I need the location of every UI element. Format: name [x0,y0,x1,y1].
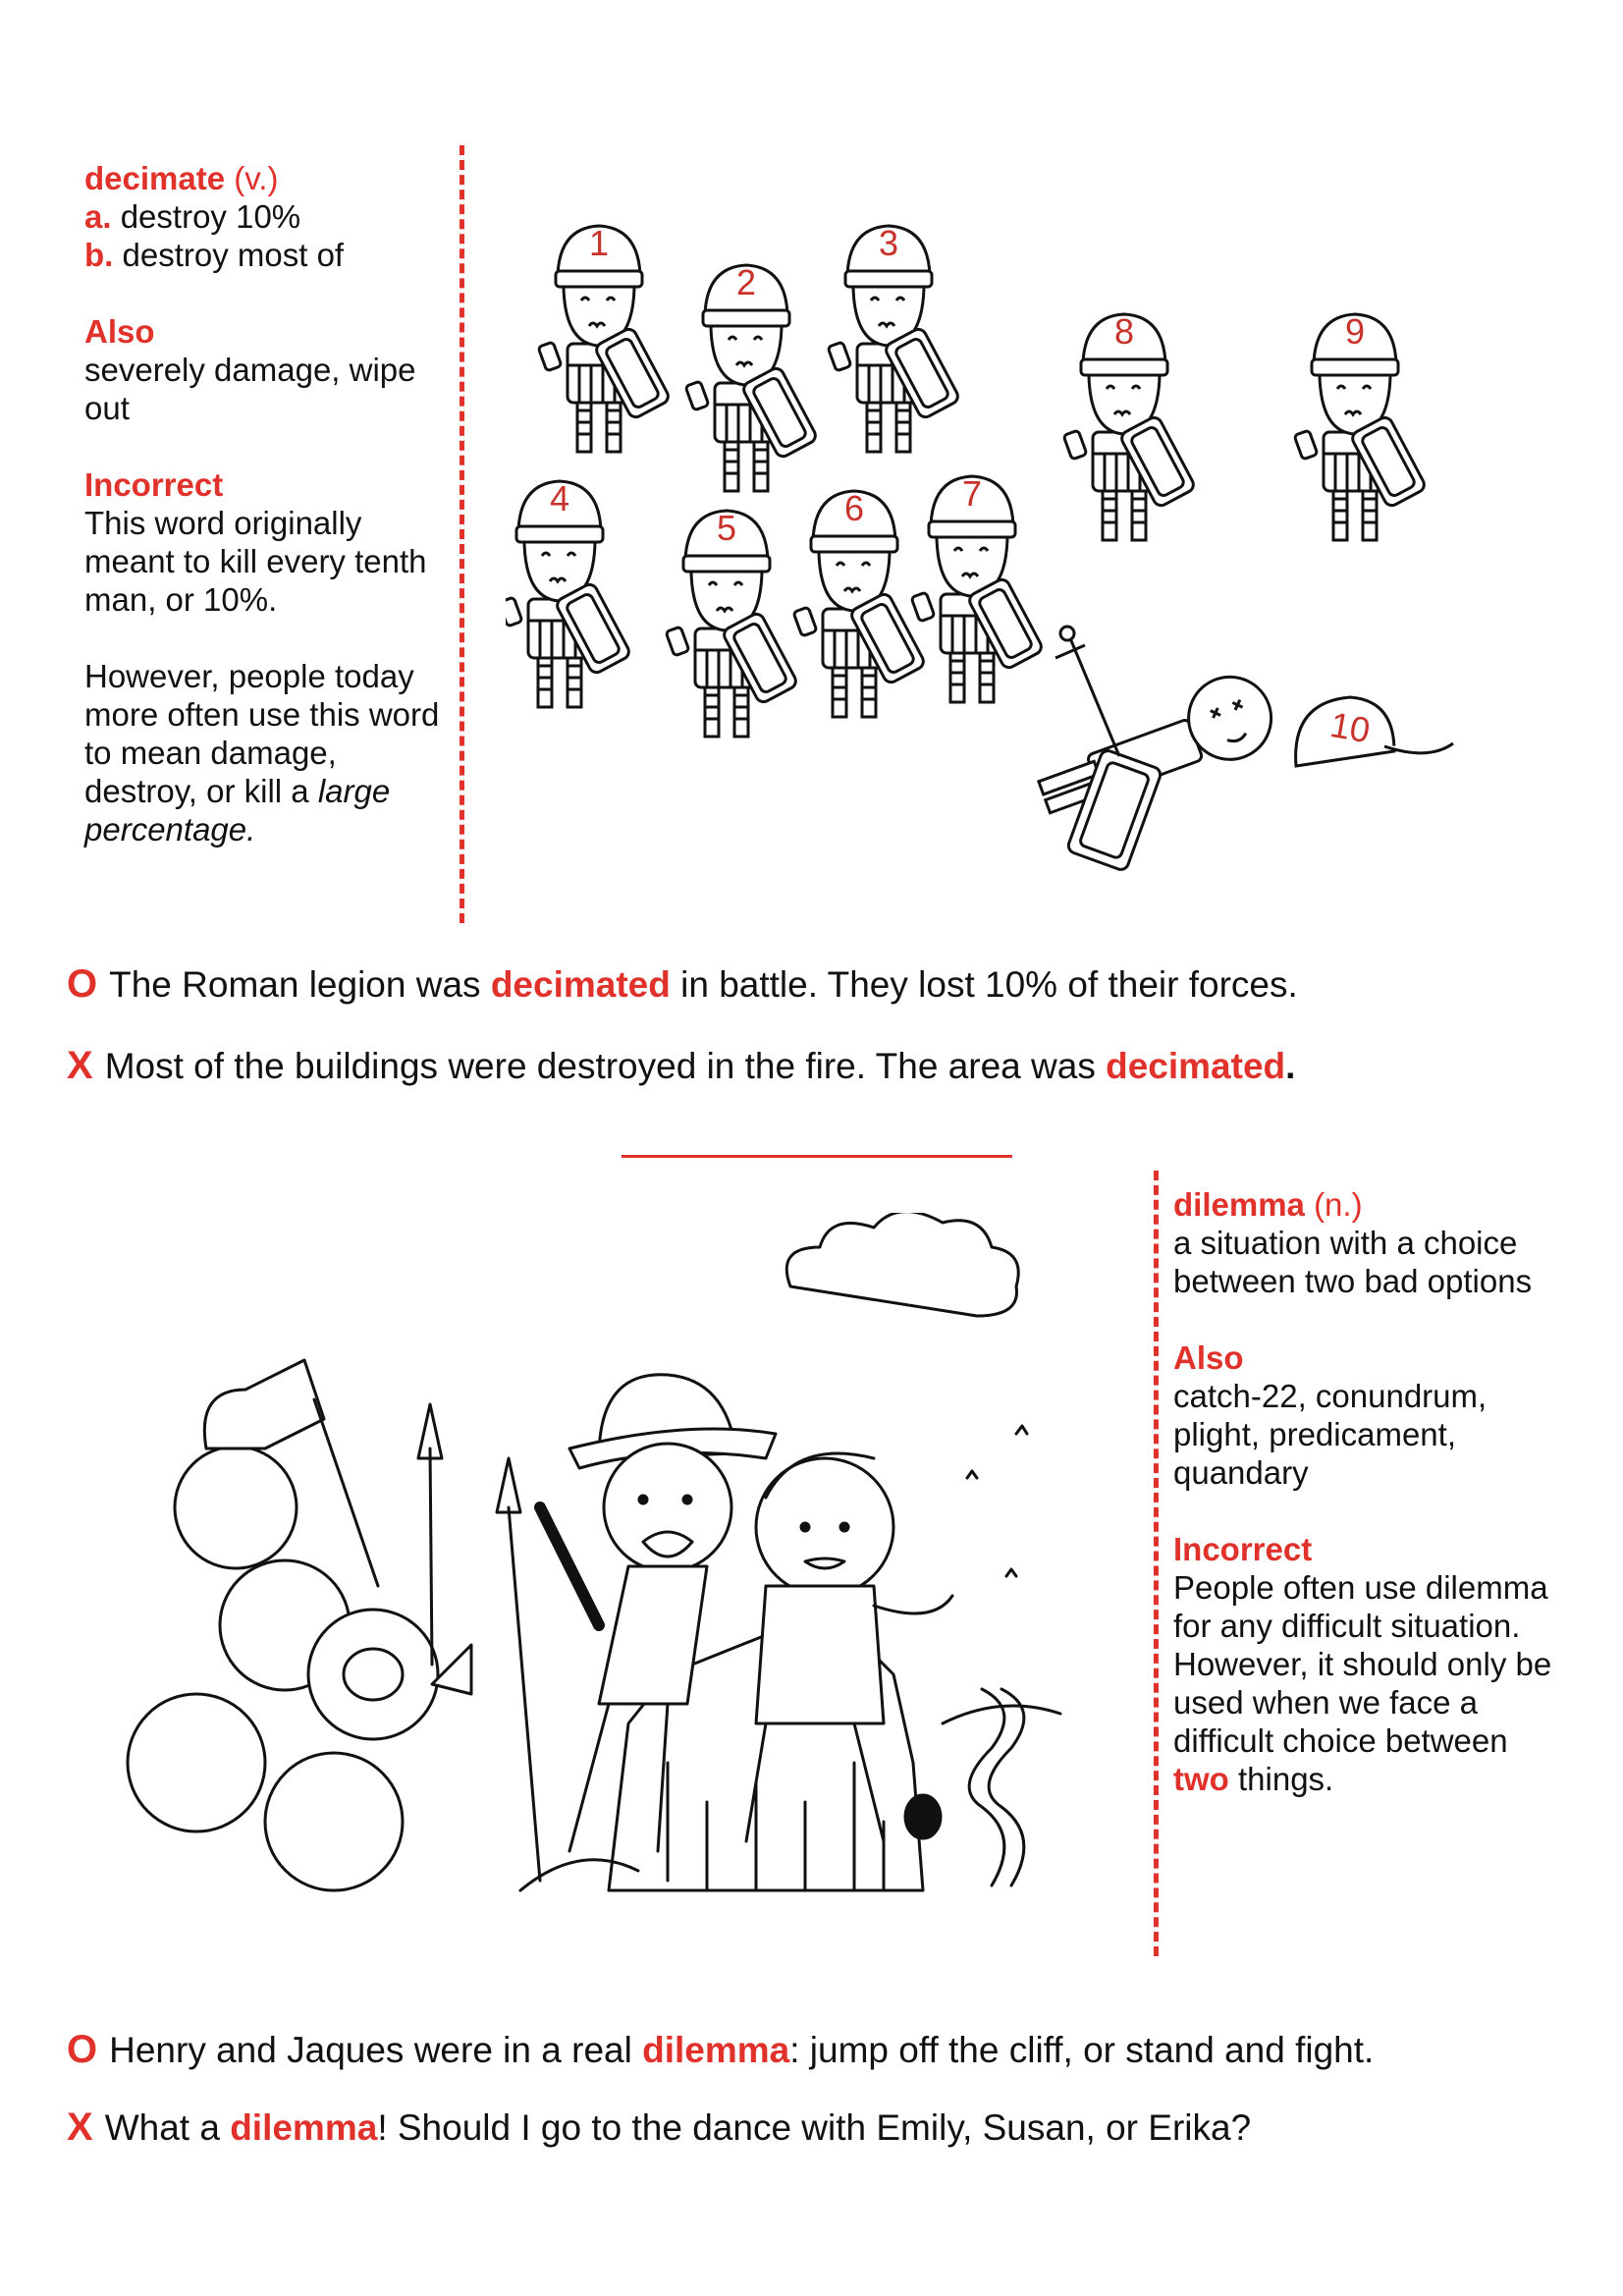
example-highlight: dilemma [642,2030,790,2070]
decimate-example-wrong [67,1044,1295,1088]
def-a-label: a. [84,198,112,235]
def-b-label: b. [84,237,114,273]
soldier-number-9: 9 [1344,311,1366,352]
example-text-pre: What a [104,2107,231,2148]
decimate-part-of-speech: (v.) [234,160,279,196]
decimate-also-text: severely damage, wipe out [84,352,416,426]
def-b-text: destroy most of [122,237,345,273]
example-text-post: in battle. They lost 10% of their forces. [670,964,1298,1005]
section-divider [622,1155,1012,1158]
correct-mark: O [67,2028,98,2071]
decimate-definition [84,159,448,848]
example-highlight: dilemma [230,2107,378,2148]
example-highlight: decimated [490,964,671,1005]
dilemma-definition [1173,1185,1566,1798]
decimate-incorrect-text-1: This word originally meant to kill every tenth man, or 10%. [84,505,427,618]
soldier-number-6: 6 [843,488,865,528]
incorrect-text-main: People often use dilemma for any difficult situation. However, it should only be used when we face a difficult choice between [1173,1569,1552,1759]
incorrect-text-2-main: However, people today more often use this word to mean damage, destroy, or kill a [84,658,440,809]
decimate-def-b [84,236,448,274]
dilemma-term: dilemma [1173,1186,1305,1223]
cliff-illustration [79,1213,1100,1905]
dilemma-example-wrong [67,2105,1251,2150]
soldier-number-4: 4 [549,478,570,519]
divider-dashed-decimate [460,145,464,923]
soldier-number-2: 2 [735,262,757,302]
decimate-heading [84,159,448,197]
cloud [786,1213,1018,1316]
decimate-incorrect-text-2 [84,657,448,848]
dilemma-heading [1173,1185,1566,1224]
decimate-term: decimate [84,160,226,196]
dilemma-incorrect-text [1173,1568,1566,1798]
example-highlight: decimated [1106,1046,1286,1086]
soldier-number-10: 10 [1326,704,1374,751]
decimate-def-a [84,197,448,236]
dilemma-also-text: catch-22, conundrum, plight, predicament, quandary [1173,1378,1488,1491]
decimate-example-correct [67,962,1298,1007]
def-a-text: destroy 10% [120,198,301,235]
example-text-pre: Most of the buildings were destroyed in the fire. The area was [104,1046,1107,1086]
example-text-post: ! Should I go to the dance with Emily, Susan, or Erika? [377,2107,1252,2148]
wrong-mark: X [67,2105,93,2149]
dilemma-also-heading: Also [1173,1339,1244,1376]
dilemma-definition-text: a situation with a choice between two bad options [1173,1225,1533,1299]
decimate-incorrect-heading: Incorrect [84,466,224,503]
example-text-post: : jump off the cliff, or stand and fight. [789,2030,1375,2070]
dilemma-example-correct [67,2028,1374,2072]
example-text-pre: The Roman legion was [109,964,491,1005]
decimate-also-heading: Also [84,313,155,350]
divider-dashed-dilemma [1154,1171,1159,1956]
wrong-mark: X [67,1044,93,1087]
example-text-pre: Henry and Jaques were in a real [109,2030,643,2070]
dilemma-part-of-speech: (n.) [1314,1186,1363,1223]
soldier-number-7: 7 [961,473,983,514]
soldier-number-8: 8 [1113,311,1135,352]
fallen-soldier-10 [1027,627,1453,872]
incorrect-text-emphasis: two [1173,1761,1229,1797]
soldier-number-5: 5 [716,508,737,548]
soldier-number-1: 1 [588,223,610,263]
dilemma-incorrect-heading: Incorrect [1173,1531,1313,1567]
incorrect-text-end: things. [1228,1761,1334,1797]
soldiers-illustration [506,221,1488,899]
soldier-number-3: 3 [878,223,899,263]
warriors-group [128,1360,540,1890]
example-text-post: . [1285,1046,1296,1086]
correct-mark: O [67,962,98,1006]
incorrect-text-2-emphasis: large percentage. [84,773,391,847]
